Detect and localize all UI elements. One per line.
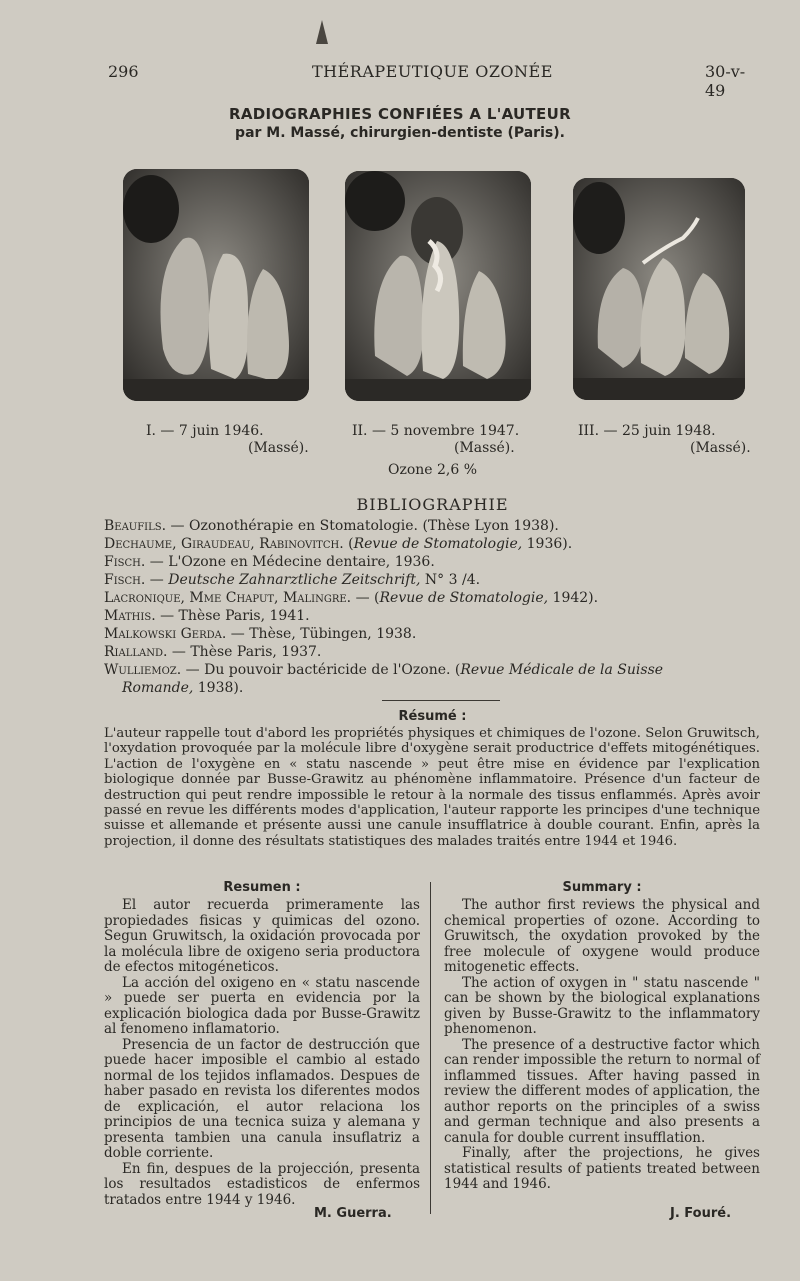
bibliography-entry-continued: Romande, 1938). bbox=[122, 680, 244, 696]
figure-3-caption: III. — 25 juin 1948. (Massé). bbox=[578, 423, 751, 456]
summary-title: Summary : bbox=[562, 880, 642, 895]
section-subtitle: par M. Massé, chirurgien-dentiste (Paris). bbox=[235, 125, 565, 141]
radiograph-1 bbox=[123, 169, 309, 401]
radiograph-2 bbox=[345, 171, 531, 401]
ink-mark-icon bbox=[312, 18, 332, 46]
bibliography-entry: Rialland. — Thèse Paris, 1937. bbox=[104, 644, 322, 660]
resume-text: L'auteur rappelle tout d'abord les propriétés physiques et chimiques de l'ozone. Selon Gruwitsch, l'oxydation provoquée par la molécule libre d'oxygène serait productrice d'effets mitogénétiques. L'action de l'oxygène en « statu nascende » peut être mise en évidence par l'explication biologique donnée par Busse-Grawitz au phénomène inflammatoire. Présence d'un facteur de destruction qui peut rendre impossible le retour à la normale des tissus enflammés. Après avoir passé en revue les différents modes d'application, l'auteur rapporte les principes d'une technique suisse et allemande et présente aussi une canule insufflatrice à double courant. Enfin, après la projection, il donne des résultats statistiques des malades traités entre 1944 et 1946. bbox=[104, 726, 760, 849]
running-title: THÉRAPEUTIQUE OZONÉE bbox=[312, 62, 553, 81]
bibliography-entry: Malkowski Gerda. — Thèse, Tübingen, 1938. bbox=[104, 626, 417, 642]
section-title: RADIOGRAPHIES CONFIÉES A L'AUTEUR bbox=[229, 105, 571, 123]
bibliography-title: BIBLIOGRAPHIE bbox=[356, 495, 509, 514]
radiograph-3 bbox=[573, 178, 745, 400]
bibliography-entry: Wulliemoz. — Du pouvoir bactéricide de l'Ozone. (Revue Médicale de la Suisse bbox=[104, 662, 664, 678]
running-header bbox=[100, 62, 765, 100]
resumen-signature: M. Guerra. bbox=[314, 1206, 392, 1221]
bibliography-entry: Lacronique, Mme Chaput, Malingre. — (Revue de Stomatologie, 1942). bbox=[104, 590, 599, 606]
figure-2-caption: II. — 5 novembre 1947. (Massé). bbox=[352, 423, 520, 456]
separator-rule bbox=[382, 700, 500, 701]
summary-signature: J. Fouré. bbox=[670, 1206, 732, 1221]
summary-text: The author first reviews the physical and chemical properties of ozone. According to Gruwitsch, the oxydation provoked by the free molecule of oxygene would produce mitogenetic effects. The action of oxygen in " statu nascende " can be shown by the biological explanations given by Busse-Grawitz to the inflammatory phenomenon. The presence of a destructive factor which can render impossible the return to normal of inflammed tissues. After having passed in review the different modes of application, the author reports on the principles of a swiss and german technique and also presents a canula for double current insufflation. Finally, after the projections, he gives statistical results of patients treated between 1944 and 1946. bbox=[444, 897, 760, 1192]
bibliography-entry: Beaufils. — Ozonothérapie en Stomatologie. (Thèse Lyon 1938). bbox=[104, 518, 559, 534]
bibliography-entry: Fisch. — L'Ozone en Médecine dentaire, 1936. bbox=[104, 554, 435, 570]
resumen-title: Resumen : bbox=[223, 880, 301, 895]
resumen-text: El autor recuerda primeramente las propiedades fisicas y quimicas del ozono. Segun Gruwitsch, la oxidación provocada por la molécula libre de oxigeno seria productora de efectos mitogéneticos. La acción del oxigeno en « statu nascende » puede ser puerta en evidencia por la explicación biologica dada por Busse-Grawitz al fenomeno inflamatorio. Presencia de un factor de destrucción que puede hacer imposible el cambio al estado normal de los tejidos inflamados. Despues de haber pasado en revista los diferentes modos de explicación, el autor relaciona los principios de una tecnica suiza y alemana y presenta tambien una canula insuflatriz a doble corriente. En fin, despues de la projección, presenta los resultados estadisticos de enfermos tratados entre 1944 y 1946. bbox=[104, 897, 420, 1208]
resume-title: Résumé : bbox=[398, 709, 467, 724]
ozone-note: Ozone 2,6 % bbox=[387, 462, 478, 478]
issue-date: 30-v-49 bbox=[705, 62, 746, 100]
bibliography-entry: Fisch. — Deutsche Zahnarztliche Zeitschrift, N° 3 /4. bbox=[104, 572, 481, 588]
column-divider bbox=[430, 882, 431, 1214]
page-number: 296 bbox=[108, 62, 139, 81]
bibliography-entry: Mathis. — Thèse Paris, 1941. bbox=[104, 608, 310, 624]
bibliography-entry: Dechaume, Giraudeau, Rabinovitch. (Revue de Stomatologie, 1936). bbox=[104, 536, 573, 552]
figure-1-caption: I. — 7 juin 1946. (Massé). bbox=[146, 423, 309, 456]
